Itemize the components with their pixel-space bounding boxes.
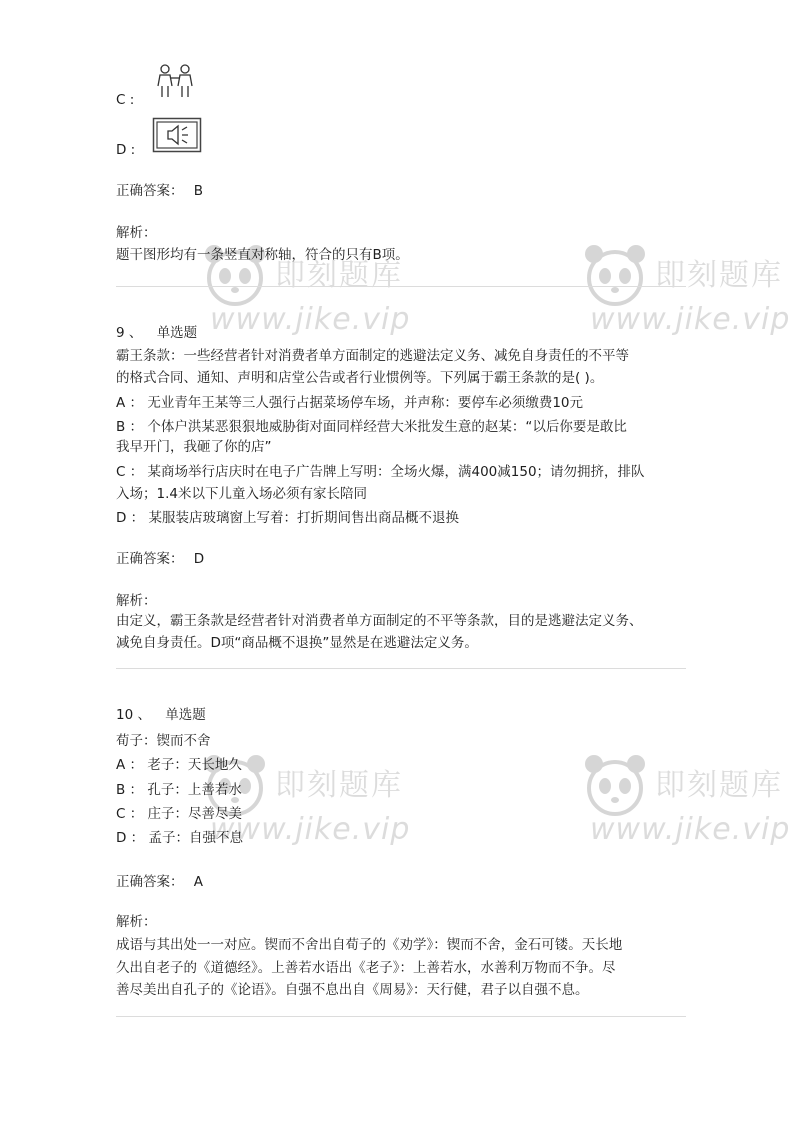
q8-option-d-label: D : — [116, 142, 136, 158]
q9-option-b-line1: B ： 个体户洪某恶狠狠地威胁街对面同样经营大米批发生意的赵某：“以后你要是敢比 — [116, 419, 627, 435]
two-people-icon — [154, 64, 198, 104]
watermark-mid-right — [570, 740, 800, 860]
question-type: 单选题 — [165, 707, 206, 723]
question-type: 单选题 — [156, 325, 198, 341]
panda-logo-icon — [580, 750, 650, 820]
watermark-brand-url: www.jike.vip — [210, 302, 411, 337]
answer-label: 正确答案： — [116, 551, 184, 567]
q9-option-b-line2: 我早开门，我砸了你的店” — [116, 439, 272, 455]
q9-option-d: D ： 某服装店玻璃窗上写着：打折期间售出商品概不退换 — [116, 510, 459, 526]
q10-option-c: C ： 庄子：尽善尽美 — [116, 806, 243, 822]
q9-option-c-line1: C ： 某商场举行店庆时在电子广告牌上写明：全场火爆，满400减150；请勿拥挤，排队 — [116, 464, 645, 480]
q10-option-d: D ： 孟子：自强不息 — [116, 830, 243, 846]
watermark-top-right — [570, 230, 800, 350]
watermark-brand-cn: 即刻题库 — [275, 258, 403, 293]
watermark-brand-cn: 即刻题库 — [655, 768, 783, 803]
watermark-brand-cn: 即刻题库 — [655, 258, 783, 293]
q10-analysis-line2: 久出自老子的《道德经》。上善若水语出《老子》：上善若水，水善利万物而不争。尽 — [116, 960, 616, 976]
divider — [116, 668, 686, 669]
q8-answer — [116, 180, 203, 202]
question-number: 10 、 — [116, 707, 151, 723]
q10-option-a: A ： 老子：天长地久 — [116, 757, 242, 773]
speaker-frame-icon — [152, 117, 202, 157]
divider — [116, 286, 686, 287]
q10-stem: 荀子：锲而不舍 — [116, 733, 211, 749]
watermark-brand-url: www.jike.vip — [590, 812, 791, 847]
answer-value: D — [193, 551, 205, 567]
q8-analysis-text: 题干图形均有一条竖直对称轴，符合的只有B项。 — [116, 247, 409, 263]
answer-label: 正确答案： — [116, 183, 184, 199]
q8-option-c-label: C : — [116, 92, 135, 108]
question-number: 9 、 — [116, 325, 143, 341]
watermark-brand-cn: 即刻题库 — [275, 768, 403, 803]
q9-header — [116, 322, 197, 344]
q8-analysis-label: 解析： — [116, 225, 157, 241]
q9-option-c-line2: 入场；1.4米以下儿童入场必须有家长陪同 — [116, 486, 367, 502]
panda-logo-icon — [580, 240, 650, 310]
q10-header — [116, 704, 206, 726]
q10-analysis-line1: 成语与其出处一一对应。锲而不舍出自荀子的《劝学》：锲而不舍，金石可镂。天长地 — [116, 937, 623, 953]
q9-stem-line2: 的格式合同、通知、声明和店堂公告或者行业惯例等。下列属于霸王条款的是( )。 — [116, 370, 604, 386]
q10-option-b: B ： 孔子：上善若水 — [116, 782, 242, 798]
q9-analysis-line2: 减免自身责任。D项“商品概不退换”显然是在逃避法定义务。 — [116, 635, 478, 651]
divider — [116, 1016, 686, 1017]
watermark-brand-url: www.jike.vip — [210, 812, 411, 847]
watermark-brand-url: www.jike.vip — [590, 302, 791, 337]
q10-analysis-label: 解析： — [116, 914, 157, 930]
q9-analysis-label: 解析： — [116, 593, 157, 609]
q9-option-a: A ： 无业青年王某等三人强行占据菜场停车场，并声称：要停车必须缴费10元 — [116, 395, 583, 411]
answer-label: 正确答案： — [116, 874, 184, 890]
q10-analysis-line3: 善尽美出自孔子的《论语》。自强不息出自《周易》：天行健，君子以自强不息。 — [116, 982, 589, 998]
q9-answer — [116, 548, 204, 570]
q9-analysis-line1: 由定义，霸王条款是经营者针对消费者单方面制定的不平等条款，目的是逃避法定义务、 — [116, 613, 643, 629]
q9-stem-line1: 霸王条款：一些经营者针对消费者单方面制定的逃避法定义务、减免自身责任的不平等 — [116, 348, 629, 364]
answer-value: A — [193, 874, 204, 890]
q10-answer — [116, 871, 203, 893]
answer-value: B — [193, 183, 204, 199]
